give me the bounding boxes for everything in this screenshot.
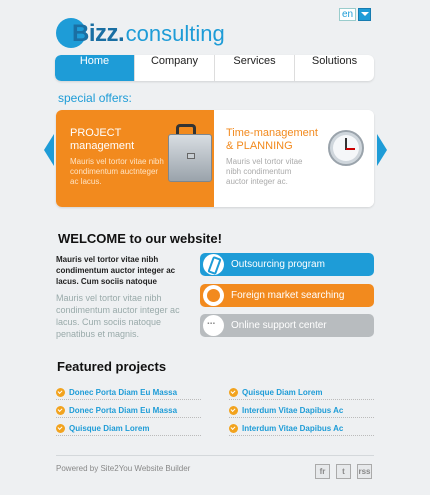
rss-icon[interactable]: rss — [357, 464, 372, 479]
check-circle-icon — [229, 406, 238, 415]
slider-prev-arrow-icon[interactable] — [44, 134, 54, 166]
check-circle-icon — [56, 424, 65, 433]
phone-icon — [203, 254, 224, 275]
check-circle-icon — [229, 424, 238, 433]
speech-bubble-icon — [203, 315, 224, 336]
featured-item-label[interactable]: Interdum Vitae Dapibus Ac — [242, 406, 344, 415]
slide2-title-line2: & PLANNING — [226, 140, 293, 152]
footer-divider — [56, 455, 374, 456]
offers-slider — [56, 110, 374, 207]
featured-item[interactable] — [56, 422, 201, 436]
chevron-down-icon[interactable] — [358, 8, 371, 21]
featured-item[interactable] — [56, 404, 201, 418]
welcome-bold-text: Mauris vel tortor vitae nibh condimentum auctor integer ac lacus. Cum sociis natoque — [56, 255, 176, 286]
outsourcing-label: Outsourcing program — [231, 259, 325, 270]
facebook-icon[interactable]: fr — [315, 464, 330, 479]
welcome-title: WELCOME to our website! — [58, 231, 222, 246]
online-support-label: Online support center — [231, 320, 327, 331]
welcome-text: Mauris vel tortor vitae nibh condimentum auctor integer ac lacus. Cum sociis natoque penatibus et magnis. — [56, 293, 180, 339]
twitter-icon[interactable]: t — [336, 464, 351, 479]
globe-icon — [203, 285, 224, 306]
featured-item-label[interactable]: Donec Porta Diam Eu Massa — [69, 388, 178, 397]
outsourcing-program-button[interactable] — [200, 253, 374, 276]
online-support-button[interactable] — [200, 314, 374, 337]
language-selector[interactable] — [339, 8, 371, 21]
nav-solutions[interactable]: Solutions — [294, 55, 374, 81]
slide2-text: Mauris vel tortor vitae nibh condimentum auctor integer ac. — [226, 157, 303, 186]
nav-company[interactable]: Company — [134, 55, 214, 81]
briefcase-latch-icon — [187, 153, 195, 159]
check-circle-icon — [56, 406, 65, 415]
slide1-title-line1: PROJECT — [70, 127, 122, 139]
featured-item-label[interactable]: Donec Porta Diam Eu Massa — [69, 406, 178, 415]
featured-item-label[interactable]: Interdum Vitae Dapibus Ac — [242, 424, 344, 433]
nav-services[interactable]: Services — [214, 55, 294, 81]
featured-item-label[interactable]: Quisque Diam Lorem — [242, 388, 323, 397]
featured-item[interactable] — [229, 422, 374, 436]
check-circle-icon — [56, 388, 65, 397]
featured-item[interactable] — [56, 386, 201, 400]
foreign-market-label: Foreign market searching — [231, 290, 345, 301]
check-circle-icon — [229, 388, 238, 397]
logo-dot: . — [118, 20, 125, 47]
slide2-title — [226, 127, 318, 153]
logo-consulting: consulting — [125, 21, 225, 46]
slide1-title — [70, 127, 134, 153]
language-code[interactable]: en — [339, 8, 356, 21]
featured-item-label[interactable]: Quisque Diam Lorem — [69, 424, 150, 433]
slide2-title-line1: Time-management — [226, 127, 318, 139]
foreign-market-button[interactable] — [200, 284, 374, 307]
slider-next-arrow-icon[interactable] — [377, 134, 387, 166]
nav-home[interactable]: Home — [55, 55, 134, 81]
logo[interactable] — [56, 18, 225, 50]
logo-bizz: Bizz — [72, 20, 118, 47]
slide1-title-line2: management — [70, 140, 135, 152]
clock-hand-red-icon — [346, 148, 355, 150]
special-offers-heading: special offers: — [58, 91, 132, 105]
main-nav — [55, 55, 374, 81]
footer-powered-by[interactable]: Powered by Site2You Website Builder — [56, 464, 191, 473]
featured-item[interactable] — [229, 386, 374, 400]
featured-item[interactable] — [229, 404, 374, 418]
slide1-text: Mauris vel tortor vitae nibh condimentum auctnteger ac lacus. — [70, 157, 164, 186]
featured-projects-title: Featured projects — [57, 359, 167, 374]
